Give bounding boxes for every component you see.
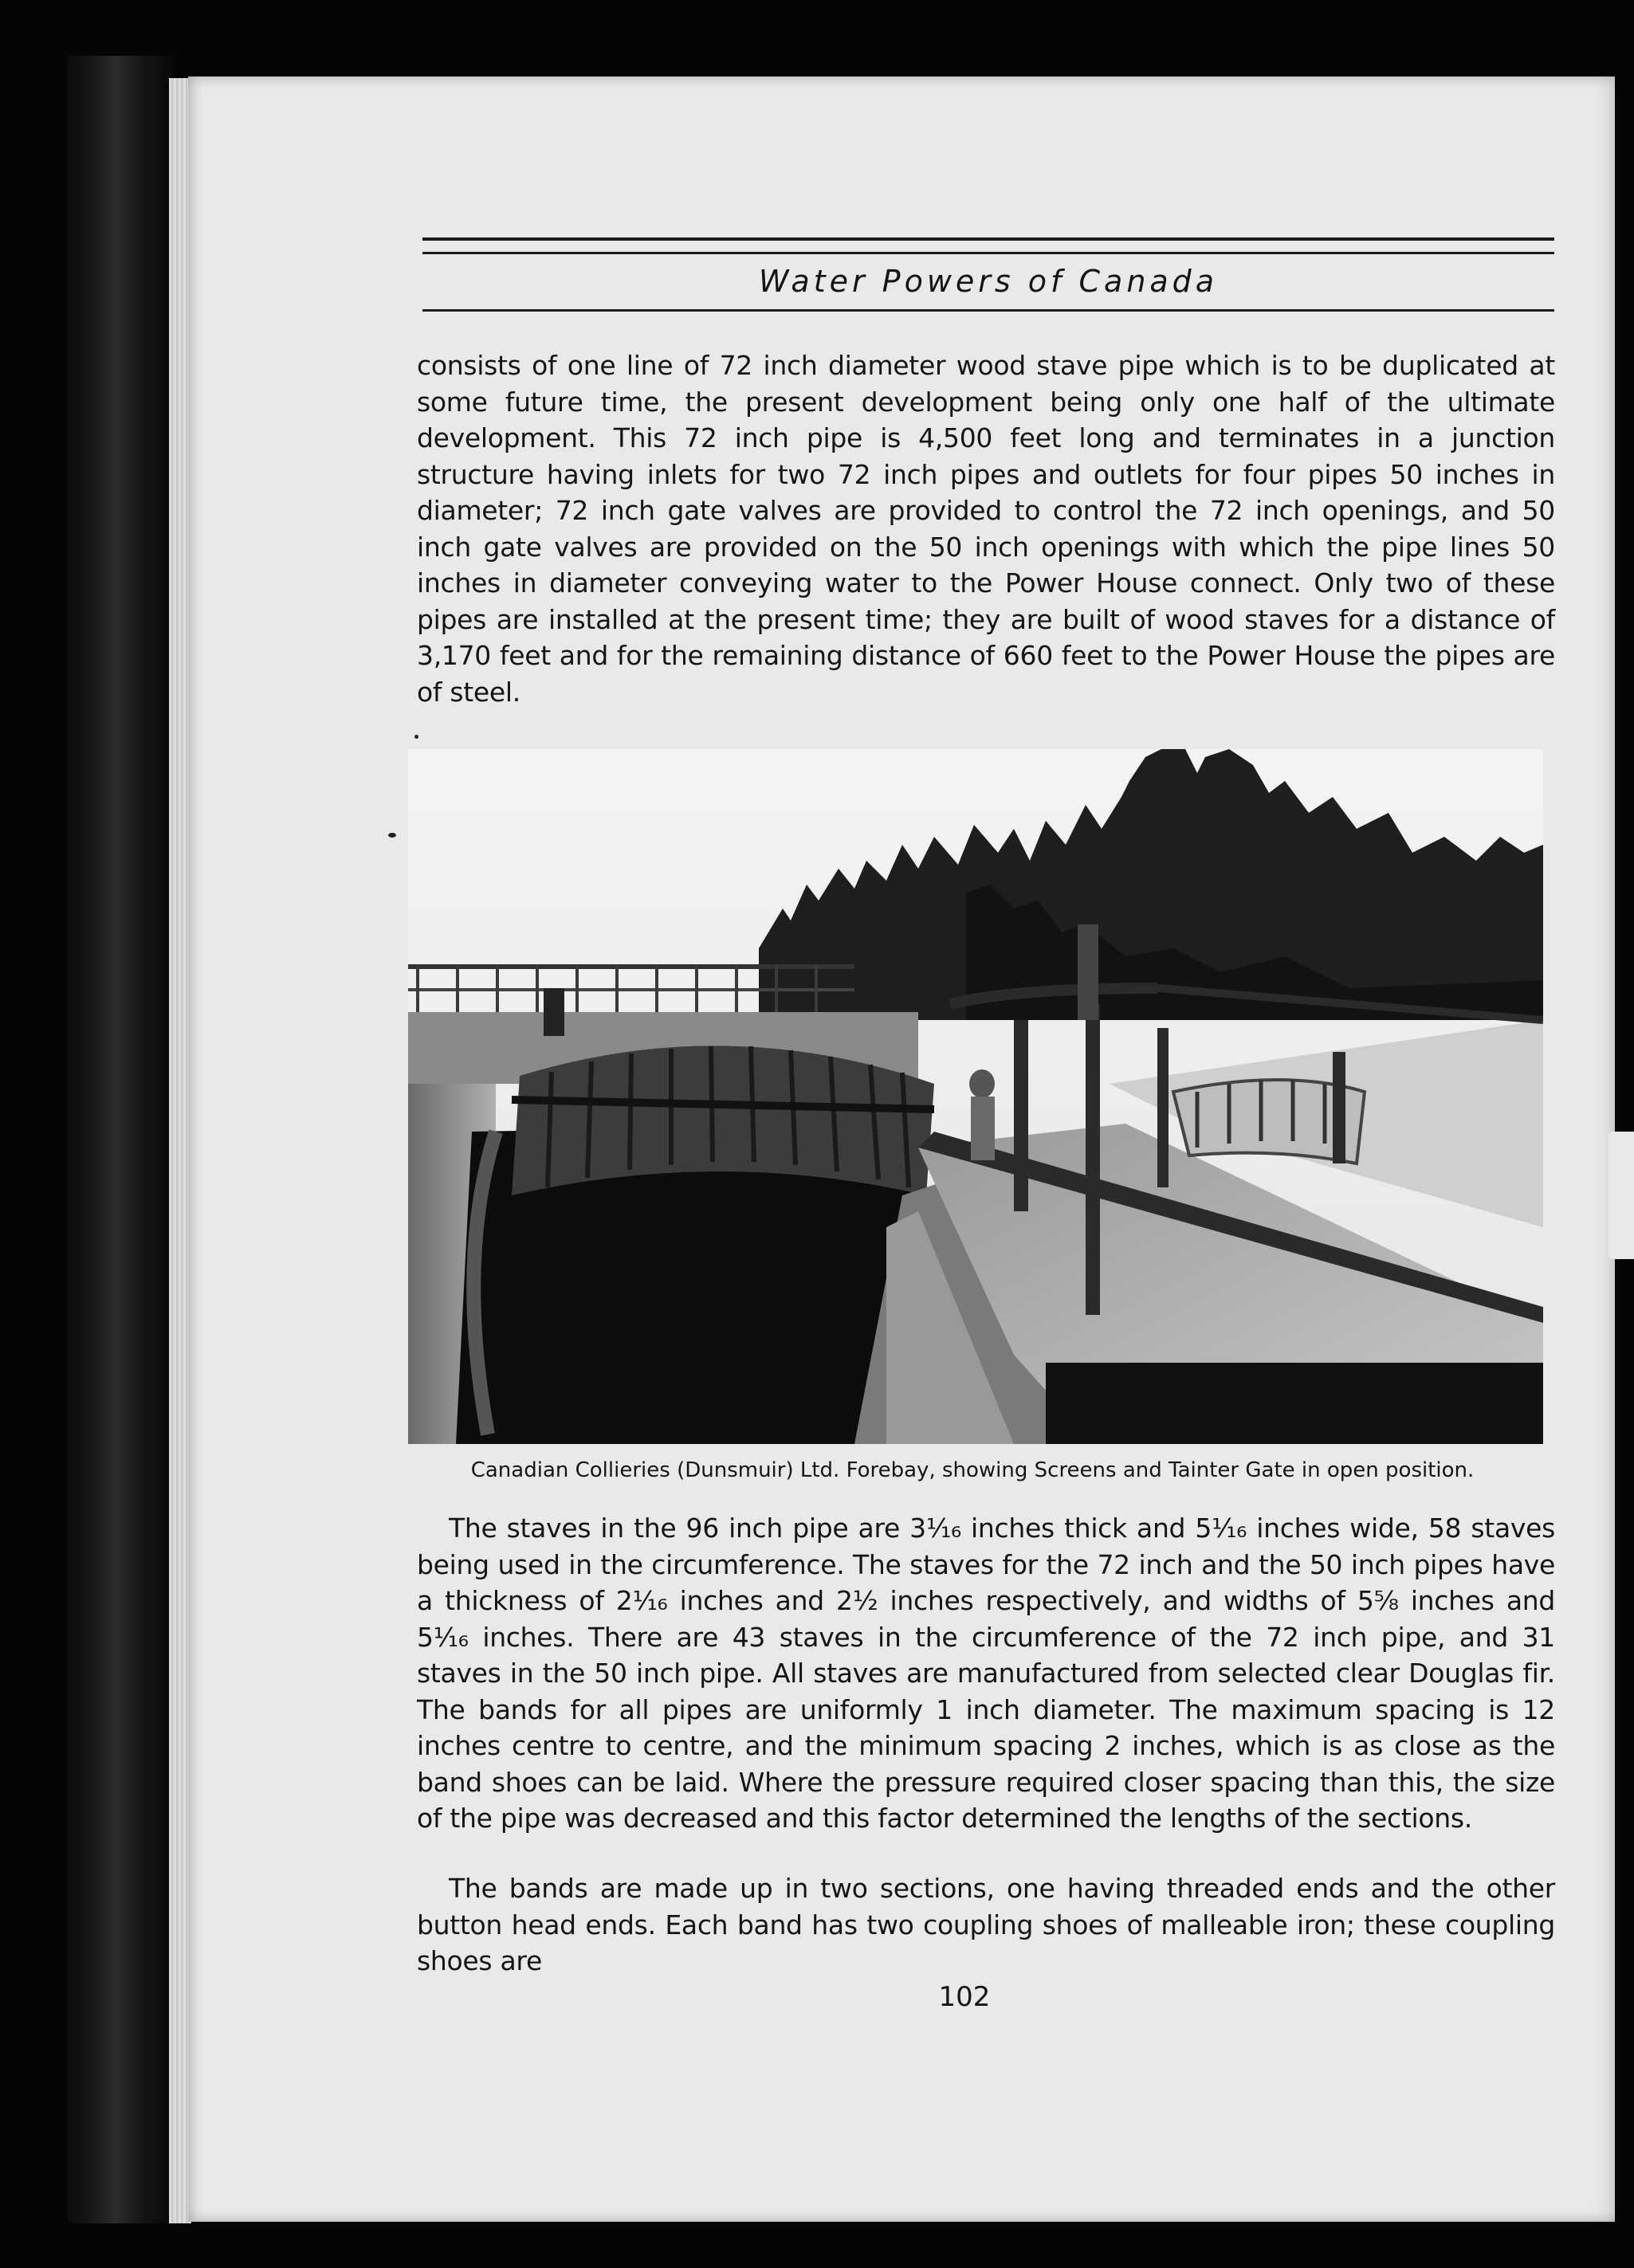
- header-rule-bottom: [422, 309, 1554, 312]
- header-rule-top: [422, 237, 1554, 241]
- header-rule-top-thin: [422, 252, 1554, 254]
- scan-speck: [388, 833, 396, 838]
- paragraph-1: consists of one line of 72 inch diameter wood stave pipe which is to be duplicated at some future time, the present development being only one half of the ultimate development. This 72 inch pipe is 4,500 feet long and terminates in a junction structure having inlets for two 72 inch pipes and outlets for four pipes 50 inches in diameter; 72 inch gate valves are provided to control the 72 inch openings, and 50 inch gate valves are provided on the 50 inch openings with which the pipe lines 50 inches in diameter conveying water to the Power House connect. Only two of these pipes are installed at the present time; they are built of wood staves for a distance of 3,170 feet and for the remaining distance of 660 feet to the Power House the pipes are of steel.: [417, 350, 1555, 708]
- scan-speck: [414, 735, 418, 739]
- paragraph-2: The staves in the 96 inch pipe are 3¹⁄₁₆ inches thick and 5¹⁄₁₆ inches wide, 58 staves being used in the circumference. The staves for the 72 inch and the 50 inch pipes have a thickness of 2¹⁄₁₆ inches and 2½ inches respectively, and widths of 5⁵⁄₈ inches and 5¹⁄₁₆ inches. There are 43 staves in the circumference of the 72 inch pipe, and 31 staves in the 50 inch pipe. All staves are manufactured from selected clear Douglas fir. The bands for all pipes are uniformly 1 inch diameter. The maximum spacing is 12 inches centre to centre, and the minimum spacing 2 inches, which is as close as the band shoes can be laid. Where the pressure required closer spacing than this, the size of the pipe was decreased and this factor determined the lengths of the sections.: [417, 1513, 1555, 1834]
- book-spine: [68, 56, 175, 2223]
- page-tab: [1608, 1132, 1634, 1259]
- photo-caption: Canadian Collieries (Dunsmuir) Ltd. Forebay, showing Screens and Tainter Gate in open position.: [470, 1458, 1475, 1482]
- forebay-photo: [408, 749, 1543, 1444]
- page-number: 102: [938, 1981, 991, 2013]
- paragraph-3: The bands are made up in two sections, one having threaded ends and the other button head ends. Each band has two coupling shoes of malleable iron; these coupling shoes are: [417, 1873, 1555, 1976]
- running-head: Water Powers of Canada: [758, 264, 1219, 299]
